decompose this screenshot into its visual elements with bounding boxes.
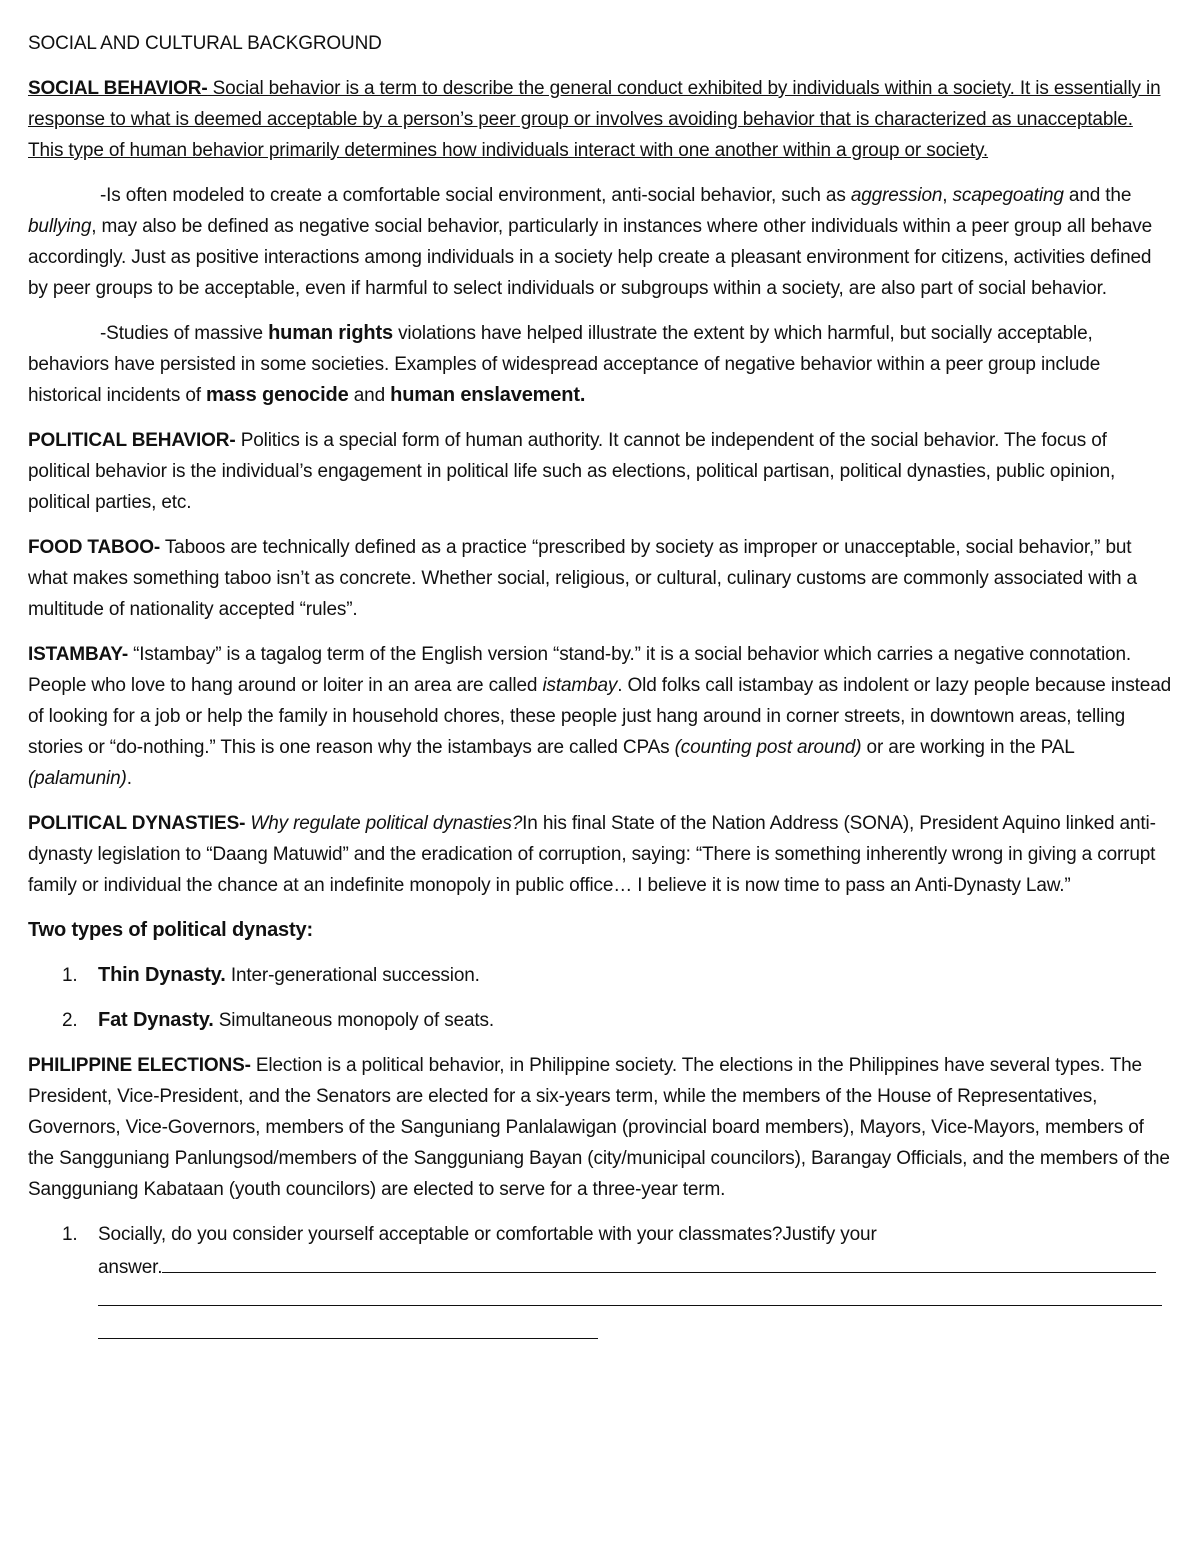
- answer-blank[interactable]: [98, 1316, 598, 1339]
- philippine-elections-section: PHILIPPINE ELECTIONS- Election is a political behavior, in Philippine society. The elections in the Philippines have several types. The President, Vice-President, and the Senators are elected for a six-years term, while the members of the House of Representatives, Governors, Vice-Governors, members of the Sanguniang Panlalawigan (provincial board members), Mayors, Vice-Mayors, members of the Sangguniang Panlungsod/members of the Sangguniang Bayan (city/municipal councilors), Barangay Officials, and the members of the Sangguniang Kabataan (youth councilors) are elected to serve for a three-year term.: [28, 1055, 1170, 1200]
- list-item: 1. Thin Dynasty. Inter-generational succession.: [62, 964, 480, 986]
- social-behavior-paragraph-3: -Studies of massive human rights violations have helped illustrate the extent by which harmful, but socially acceptable, behaviors have persisted in some societies. Examples of widespread acceptance of negative behavior within a peer group include historical incidents of mass genocide and human enslavement.: [28, 322, 1101, 406]
- dynasty-types-heading: Two types of political dynasty:: [28, 919, 314, 941]
- social-behavior-definition: [28, 73, 1172, 166]
- answer-blank[interactable]: [162, 1250, 1156, 1273]
- question-text: Socially, do you consider yourself acceptable or comfortable with your classmates?Justify your: [98, 1224, 877, 1245]
- term-bullying: bullying: [28, 216, 92, 237]
- istambay-heading: ISTAMBAY-: [28, 644, 128, 665]
- dynasty-types-list: [28, 960, 1172, 1036]
- social-behavior-heading: SOCIAL BEHAVIOR-: [28, 78, 208, 99]
- question-1: 1. Socially, do you consider yourself acceptable or comfortable with your classmates?Justify your answer.: [28, 1219, 1172, 1349]
- term-mass-genocide: mass genocide: [206, 384, 349, 406]
- food-taboo-section: FOOD TABOO- Taboos are technically defined as a practice “prescribed by society as improper or unacceptable, social behavior,” but what makes something taboo isn’t as concrete. Whether social, religious, or cultural, culinary customs are commonly associated with a multitude of nationality accepted “rules”.: [28, 537, 1137, 620]
- term-human-enslavement: human enslavement.: [390, 384, 586, 406]
- term-human-rights: human rights: [268, 322, 393, 344]
- answer-line-3: [98, 1316, 1172, 1349]
- food-taboo-heading: FOOD TABOO-: [28, 537, 161, 558]
- answer-line-1: [98, 1250, 1172, 1283]
- political-dynasties-section: POLITICAL DYNASTIES- Why regulate political dynasties?In his final State of the Nation Address (SONA), President Aquino linked anti-dynasty legislation to “Daang Matuwid” and the eradication of corruption, saying: “There is something inherently wrong in giving a corrupt family or individual the chance at an indefinite monopoly in public office… I believe it is now time to pass an Anti-Dynasty Law.”: [28, 813, 1156, 896]
- list-item: 2. Fat Dynasty. Simultaneous monopoly of seats.: [62, 1009, 495, 1031]
- political-behavior-heading: POLITICAL BEHAVIOR-: [28, 430, 236, 451]
- political-behavior-section: POLITICAL BEHAVIOR- Politics is a special form of human authority. It cannot be independent of the social behavior. The focus of political behavior is the individual’s engagement in political life such as elections, political partisan, political dynasties, public opinion, political parties, etc.: [28, 430, 1116, 513]
- istambay-section: ISTAMBAY- “Istambay” is a tagalog term of the English version “stand-by.” it is a social behavior which carries a negative connotation. People who love to hang around or loiter in an area are called istambay. Old folks call istambay as indolent or lazy people because instead of looking for a job or help the family in household chores, these people just hang around in corner streets, in downtown areas, telling stories or “do-nothing.” This is one reason why the istambays are called CPAs (counting post around) or are working in the PAL (palamunin).: [28, 644, 1172, 789]
- political-dynasties-heading: POLITICAL DYNASTIES-: [28, 813, 246, 834]
- social-behavior-text: Social behavior is a term to describe the general conduct exhibited by individuals within a society. It is essentially in response to what is deemed acceptable by a person’s peer group or involves avoiding behavior that is characterized as unacceptable. This type of human behavior primarily determines how individuals interact with one another within a group or society.: [28, 78, 1161, 161]
- term-aggression: aggression: [850, 185, 943, 206]
- answer-line-2: [98, 1283, 1172, 1316]
- philippine-elections-heading: PHILIPPINE ELECTIONS-: [28, 1055, 251, 1076]
- term-scapegoating: scapegoating: [952, 185, 1064, 206]
- social-behavior-paragraph-2: -Is often modeled to create a comfortable social environment, anti-social behavior, such as aggression, scapegoating and the bullying, may also be defined as negative social behavior, particularly in instances where other individuals within a peer group all behave accordingly. Just as positive interactions among individuals in a society help create a pleasant environment for citizens, activities defined by peer groups to be acceptable, even if harmful to select individuals or subgroups within a society, are also part of social behavior.: [28, 185, 1153, 299]
- answer-blank[interactable]: [98, 1283, 1162, 1306]
- answer-label: answer.: [98, 1257, 163, 1278]
- document-title: SOCIAL AND CULTURAL BACKGROUND: [28, 33, 382, 54]
